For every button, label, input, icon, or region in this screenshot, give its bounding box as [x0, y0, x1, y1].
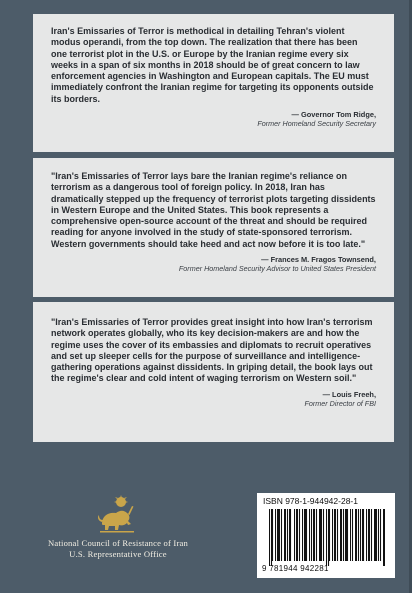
testimonial-panel-ridge: [33, 14, 394, 152]
testimonial-role: Former Director of FBI: [304, 398, 376, 408]
testimonial-author: — Frances M. Fragos Townsend,: [261, 255, 376, 265]
testimonial-quote: Iran's Emissaries of Terror is methodical in detailing Tehran's violent modus operandi, from the top down. The realization that there has been one terrorist plot in the U.S. or Europe by the Iranian regime every six weeks in a span of six months in 2018 should be of great concern to law enforcement agencies in Washington and European capitals. The EU must immediately confront the Iranian regime for targeting its opponents outside its borders.: [51, 26, 374, 104]
testimonial-panel-freeh: [33, 302, 394, 442]
testimonial-quote: "Iran's Emissaries of Terror lays bare the Iranian regime's reliance on terrorism as a dangerous tool of foreign policy. In 2018, Iran has dramatically stepped up the frequency of terrorist plots targeting dissidents in Western Europe and the United States. This book represents a comprehensive open-source account of the threat and should be required reading for anyone involved in the study of state-sponsored terrorism. Western governments should take heed and act now before it is too late.": [51, 171, 376, 249]
testimonial-quote: "Iran's Emissaries of Terror provides great insight into how Iran's terrorism network operates globally, who its key decision-makers are and how the regime uses the cover of its embassies and diplomats to recruit operatives and set up sleeper cells for the purpose of surveillance and intelligence-gathering operations against dissidents. In griping detail, the book lays out the regime's clear and cold intent of waging terrorism on Western soil.": [51, 317, 373, 384]
testimonial-attribution: [51, 110, 376, 128]
isbn-label: ISBN 978-1-944942-28-1: [263, 496, 358, 506]
lion-and-sun-emblem-icon: [94, 494, 140, 536]
testimonial-role: Former Homeland Security Advisor to United States President: [178, 264, 376, 274]
testimonial-author: — Louis Freeh,: [322, 389, 376, 399]
barcode-icon: [269, 509, 385, 566]
testimonial-panel-townsend: [33, 158, 394, 297]
testimonial-role: Former Homeland Security Secretary: [257, 119, 376, 129]
publisher-line2: U.S. Representative Office: [69, 548, 167, 559]
publisher-name: [33, 538, 203, 559]
testimonial-attribution: [51, 255, 376, 273]
testimonial-author: — Governor Tom Ridge,: [291, 110, 376, 120]
testimonial-attribution: [51, 390, 376, 408]
barcode-digits: 9 781944 942281: [262, 564, 329, 573]
publisher-line1: National Council of Resistance of Iran: [47, 538, 189, 548]
isbn-block: [257, 493, 395, 578]
